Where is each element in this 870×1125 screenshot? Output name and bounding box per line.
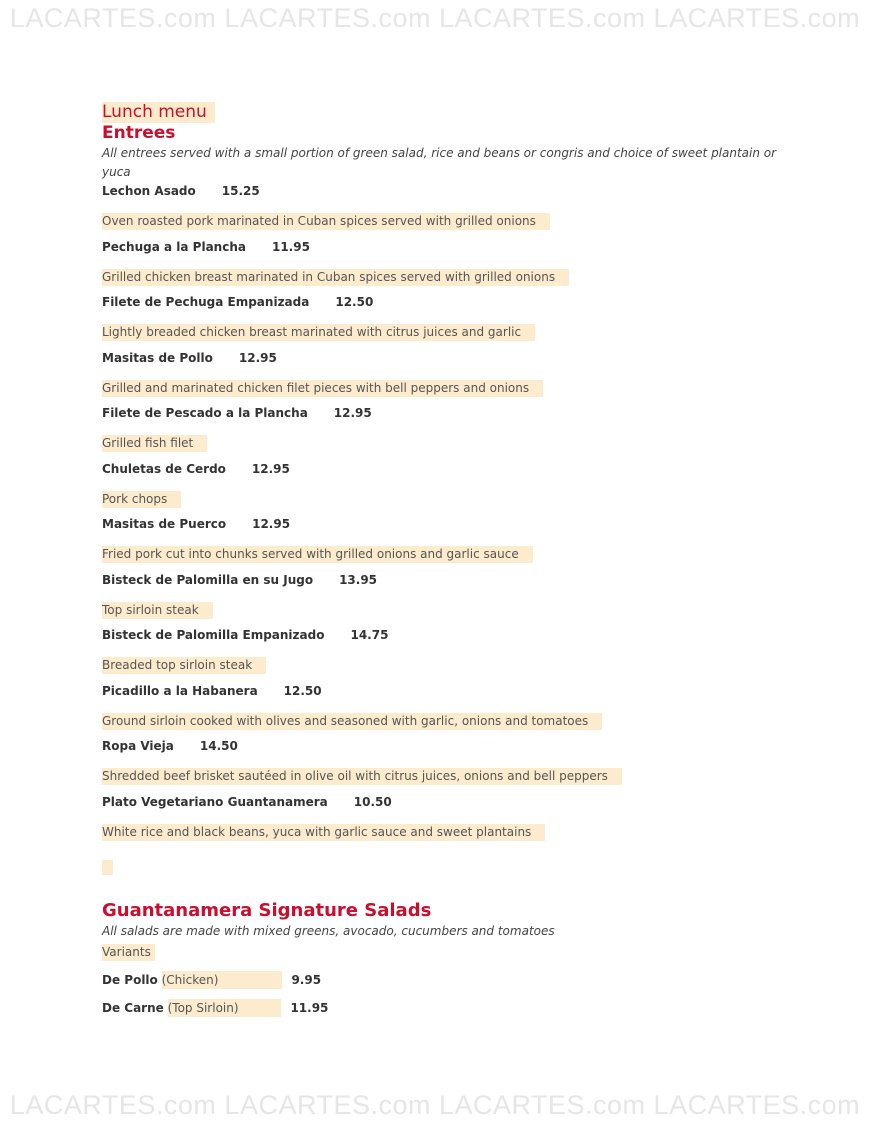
- menu-item-price: 12.95: [238, 350, 277, 365]
- menu-item-desc-row: [102, 599, 782, 619]
- menu-item-price: 12.95: [333, 406, 372, 420]
- menu-item-name: Bisteck de Palomilla en su Jugo: [102, 572, 314, 587]
- menu-item-desc-row: [102, 488, 782, 508]
- menu-item: [102, 571, 782, 627]
- menu-item-price: 15.25: [221, 184, 260, 198]
- menu-item-price: 12.50: [335, 295, 374, 309]
- menu-item: [102, 737, 782, 793]
- menu-item-price: 11.95: [271, 239, 310, 254]
- menu-item-description: Grilled fish filet: [102, 435, 207, 452]
- salads-heading: Guantanamera Signature Salads: [102, 900, 432, 921]
- menu-item-desc-row: [102, 210, 782, 230]
- menu-item-price: 14.75: [350, 628, 389, 642]
- watermark-bottom: LACARTES.com LACARTES.com LACARTES.com LACARTES.com: [9, 1090, 861, 1120]
- menu-item-name-row: [102, 238, 782, 256]
- menu-item-name-row: [102, 182, 782, 200]
- menu-item-name: Filete de Pescado a la Plancha: [102, 406, 308, 420]
- menu-item-price: 14.50: [199, 739, 238, 753]
- entrees-heading: Entrees: [102, 123, 176, 143]
- menu-item-name: Pechuga a la Plancha: [102, 239, 246, 254]
- menu-item-desc-row: [102, 765, 782, 785]
- salad-variant-name: De Pollo: [102, 973, 158, 987]
- menu-item-price: 12.95: [251, 461, 290, 476]
- salad-variant-price: 11.95: [290, 1001, 329, 1015]
- menu-item-description: White rice and black beans, yuca with garlic sauce and sweet plantains: [102, 824, 545, 841]
- salad-variant-name: De Carne: [102, 1001, 164, 1015]
- menu-item-name: Picadillo a la Habanera: [102, 683, 258, 698]
- menu-item-name-row: [102, 626, 782, 644]
- menu-item: [102, 460, 782, 516]
- menu-item: [102, 515, 782, 571]
- menu-item-name: Masitas de Puerco: [102, 517, 227, 531]
- menu-item-description: Shredded beef brisket sautéed in olive oil with citrus juices, onions and bell peppers: [102, 768, 622, 785]
- menu-item-name: Plato Vegetariano Guantanamera: [102, 794, 328, 809]
- menu-item-name: Masitas de Pollo: [102, 350, 213, 365]
- salads-note: All salads are made with mixed greens, avocado, cucumbers and tomatoes: [102, 924, 555, 938]
- menu-item-price: 12.95: [252, 517, 291, 531]
- menu-item-desc-row: [102, 432, 782, 452]
- menu-item-name-row: [102, 682, 782, 700]
- menu-item-name: Lechon Asado: [102, 184, 196, 198]
- menu-item-name-row: [102, 293, 782, 311]
- entree-list: [102, 182, 782, 848]
- menu-item-description: Top sirloin steak: [102, 602, 213, 619]
- spacer: [102, 848, 782, 860]
- menu-item-name: Bisteck de Palomilla Empanizado: [102, 628, 325, 642]
- menu-item-name-row: [102, 737, 782, 755]
- menu-item: [102, 293, 782, 349]
- salad-variant: [102, 971, 782, 989]
- menu-item-name-row: [102, 404, 782, 422]
- entrees-note: All entrees served with a small portion of green salad, rice and beans or congris and choice of sweet plantain or yuca: [102, 146, 777, 179]
- empty-highlight: [102, 860, 113, 875]
- salad-variant-detail: (Chicken): [162, 971, 282, 989]
- menu-item-description: Breaded top sirloin steak: [102, 657, 266, 674]
- menu-item: [102, 793, 782, 849]
- menu-item-desc-row: [102, 710, 782, 730]
- menu-item-name: Chuletas de Cerdo: [102, 461, 226, 476]
- menu-item-name: Ropa Vieja: [102, 739, 174, 753]
- menu-item-name-row: [102, 793, 782, 811]
- menu-item-description: Oven roasted pork marinated in Cuban spices served with grilled onions: [102, 213, 550, 230]
- menu-item: [102, 682, 782, 738]
- menu-item-desc-row: [102, 821, 782, 841]
- menu-item-desc-row: [102, 377, 782, 397]
- menu-item-name-row: [102, 460, 782, 478]
- menu-item: [102, 404, 782, 460]
- salad-variant: [102, 999, 782, 1017]
- menu-item-description: Grilled and marinated chicken filet pieces with bell peppers and onions: [102, 380, 543, 397]
- menu-item-description: Fried pork cut into chunks served with grilled onions and garlic sauce: [102, 546, 533, 563]
- menu-item-price: 13.95: [339, 572, 378, 587]
- menu-page: [102, 102, 782, 1017]
- menu-item-description: Ground sirloin cooked with olives and seasoned with garlic, onions and tomatoes: [102, 713, 602, 730]
- menu-item: [102, 626, 782, 682]
- variants-label: Variants: [102, 944, 155, 961]
- menu-item: [102, 182, 782, 238]
- menu-item-price: 12.50: [283, 683, 322, 698]
- menu-item-description: Lightly breaded chicken breast marinated with citrus juices and garlic: [102, 324, 535, 341]
- menu-item-desc-row: [102, 543, 782, 563]
- menu-item-description: Grilled chicken breast marinated in Cuban spices served with grilled onions: [102, 269, 569, 286]
- lunch-menu-title: Lunch menu: [102, 102, 215, 123]
- menu-item-desc-row: [102, 321, 782, 341]
- menu-item-name: Filete de Pechuga Empanizada: [102, 295, 310, 309]
- empty-highlight-row: [102, 860, 782, 879]
- menu-item-description: Pork chops: [102, 491, 181, 508]
- salad-variant-price: 9.95: [291, 973, 322, 987]
- watermark-top: LACARTES.com LACARTES.com LACARTES.com LACARTES.com: [9, 3, 861, 33]
- menu-item-desc-row: [102, 266, 782, 286]
- menu-item: [102, 238, 782, 294]
- menu-item-name-row: [102, 515, 782, 533]
- menu-item: [102, 349, 782, 405]
- menu-item-desc-row: [102, 654, 782, 674]
- salad-variant-detail: (Top Sirloin): [168, 999, 281, 1017]
- menu-item-name-row: [102, 571, 782, 589]
- menu-item-name-row: [102, 349, 782, 367]
- menu-item-price: 10.50: [353, 794, 392, 809]
